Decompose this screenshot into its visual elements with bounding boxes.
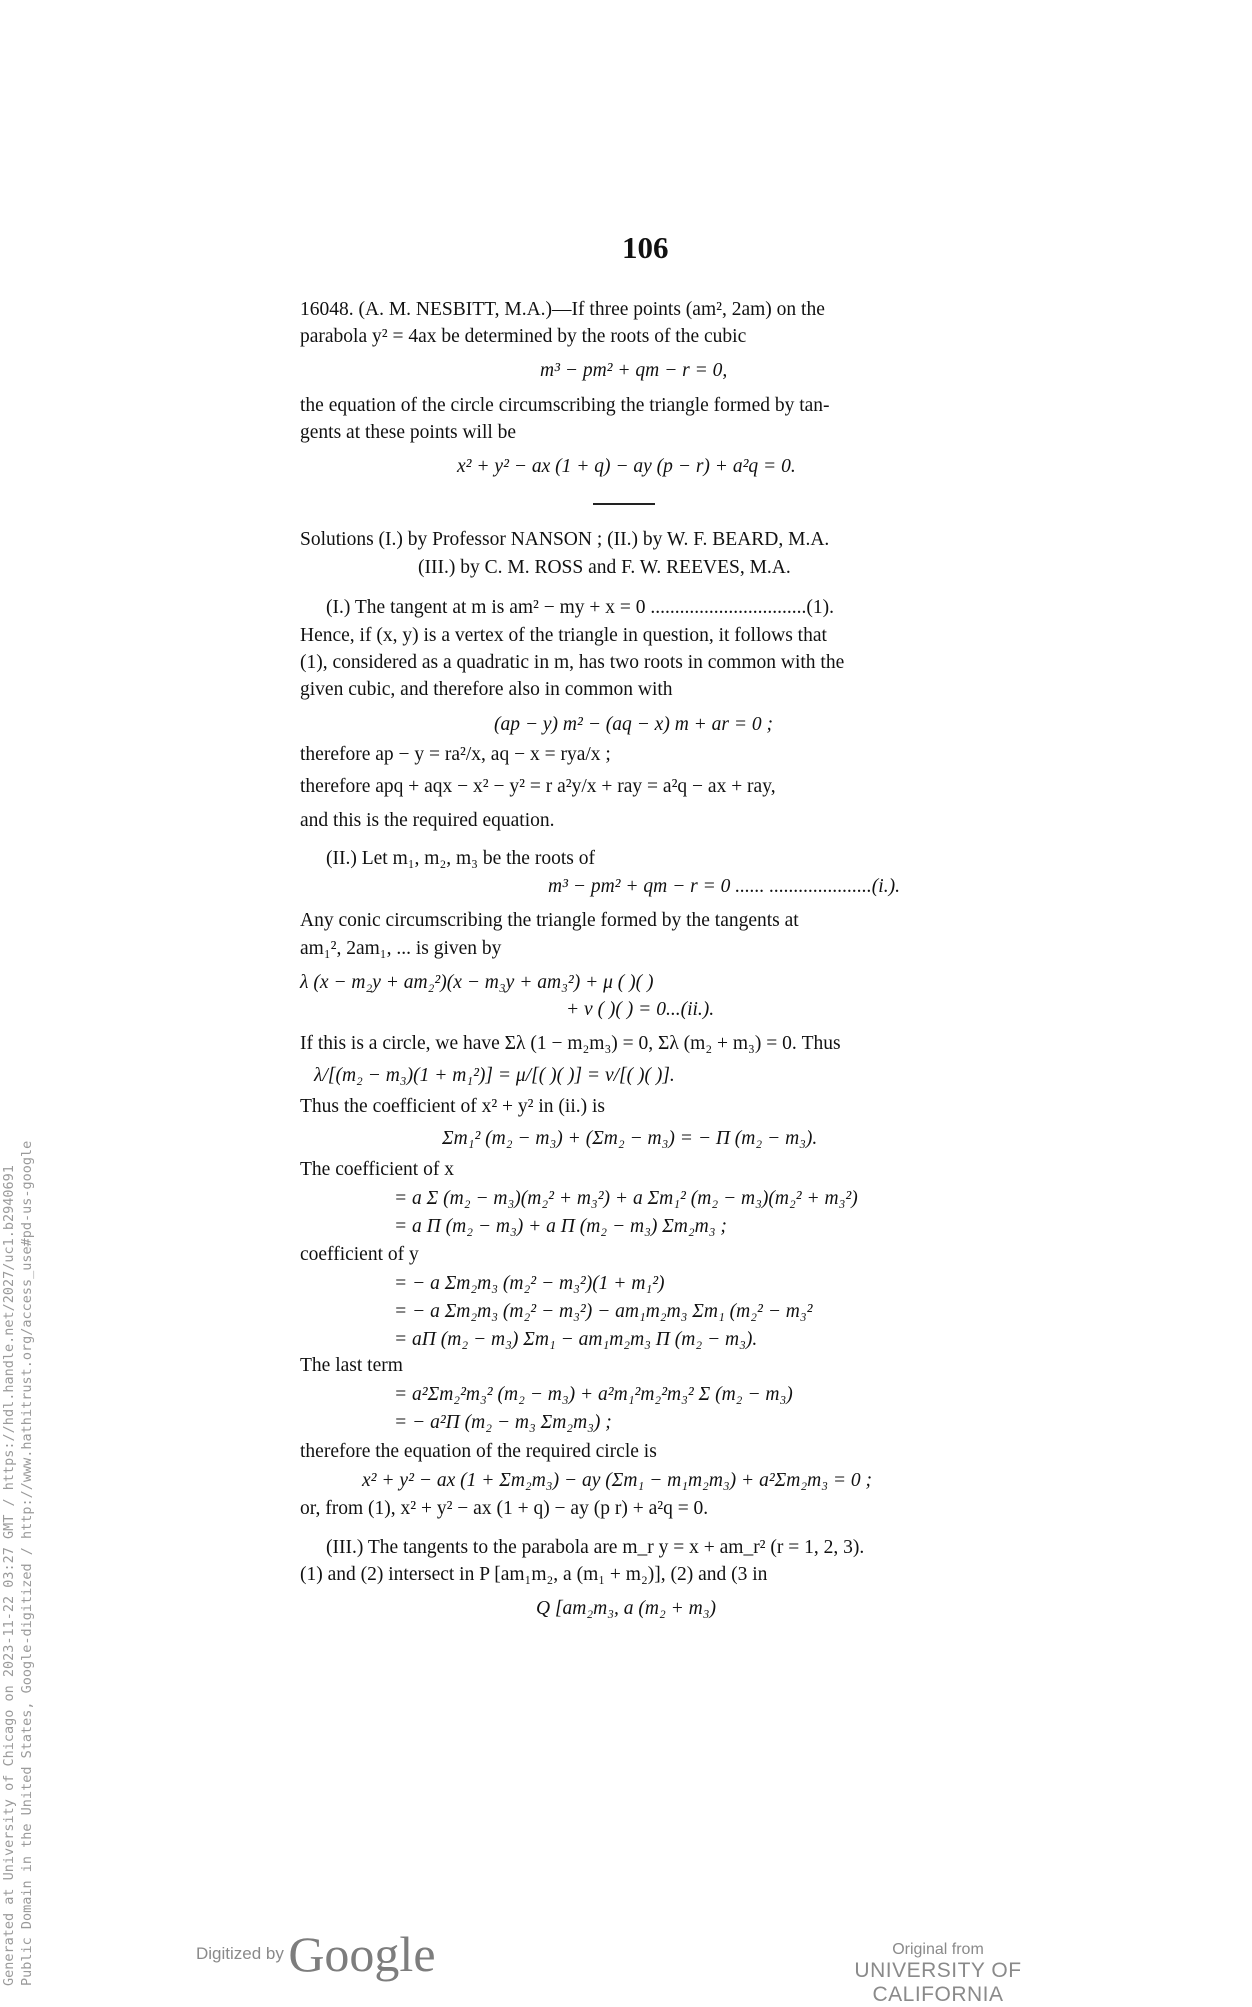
text-line: Thus the coefficient of x² + y² in (ii.) is xyxy=(300,1096,606,1117)
page-number: 106 xyxy=(622,230,669,265)
hathitrust-watermark xyxy=(0,986,36,1986)
text-line: (1), considered as a quadratic in m, has two roots in common with the xyxy=(300,652,845,673)
equation: = aΠ (m₂ − m₃) Σm₁ − am₁m₂m₃ Π (m₂ − m₃). xyxy=(394,1329,758,1350)
equation: λ (x − m₂y + am₂²)(x − m₃y + am₃²) + μ ( )( ) xyxy=(300,972,654,993)
solutions-credit: (III.) by C. M. ROSS and F. W. REEVES, M.A. xyxy=(418,557,791,578)
equation: + ν ( )( ) = 0...(ii.). xyxy=(566,999,715,1020)
text-line: Hence, if (x, y) is a vertex of the triangle in question, it follows that xyxy=(300,625,827,646)
text-line: given cubic, and therefore also in common with xyxy=(300,679,673,700)
equation: = − a Σm₂m₃ (m₂² − m₃²)(1 + m₁²) xyxy=(394,1273,665,1294)
digitized-by-label: Digitized by xyxy=(196,1944,284,1963)
equation: x² + y² − ax (1 + q) − ay (p − r) + a²q = 0. xyxy=(457,456,796,477)
text-line: If this is a circle, we have Σλ (1 − m₂m₃) = 0, Σλ (m₂ + m₃) = 0. Thus xyxy=(300,1033,841,1054)
equation: λ/[(m₂ − m₃)(1 + m₁²)] = μ/[( )( )] = ν/[( )( )]. xyxy=(314,1065,675,1086)
equation: x² + y² − ax (1 + Σm₂m₃) − ay (Σm₁ − m₁m₂m₃) + a²Σm₂m₃ = 0 ; xyxy=(362,1470,873,1491)
text-line: parabola y² = 4ax be determined by the roots of the cubic xyxy=(300,326,747,347)
text-line: The last term xyxy=(300,1355,403,1376)
equation: (ap − y) m² − (aq − x) m + ar = 0 ; xyxy=(494,714,774,735)
problem-header: 16048. (A. M. NESBITT, M.A.)—If three points (am², 2am) on the xyxy=(300,299,825,320)
text-line: (1) and (2) intersect in P [am₁m₂, a (m₁ + m₂)], (2) and (3 in xyxy=(300,1564,768,1585)
text-line: therefore ap − y = ra²/x, aq − x = rya/x ; xyxy=(300,744,611,765)
text-line: gents at these points will be xyxy=(300,422,517,443)
google-logo: Google xyxy=(288,1926,436,1982)
equation: Σm₁² (m₂ − m₃) + (Σm₂ − m₃) = − Π (m₂ − m₃). xyxy=(442,1128,818,1149)
equation: = − a Σm₂m₃ (m₂² − m₃²) − am₁m₂m₃ Σm₁ (m₂² − m₃² xyxy=(394,1301,813,1322)
text-line: Any conic circumscribing the triangle formed by the tangents at xyxy=(300,910,799,931)
text-line: (II.) Let m₁, m₂, m₃ be the roots of xyxy=(326,848,595,869)
equation: Q [am₂m₃, a (m₂ + m₃) xyxy=(536,1598,717,1619)
equation: m³ − pm² + qm − r = 0, xyxy=(540,360,728,381)
text-line: The coefficient of x xyxy=(300,1159,454,1180)
text-line: the equation of the circle circumscribing the triangle formed by tan- xyxy=(300,395,830,416)
equation: = a²Σm₂²m₃² (m₂ − m₃) + a²m₁²m₂²m₃² Σ (m₂ − m₃) xyxy=(394,1384,793,1405)
digitized-by-google xyxy=(196,1925,436,1983)
text-line: or, from (1), x² + y² − ax (1 + q) − ay (p r) + a²q = 0. xyxy=(300,1498,709,1519)
text-line: and this is the required equation. xyxy=(300,810,555,831)
text-line: (III.) The tangents to the parabola are m_r y = x + am_r² (r = 1, 2, 3). xyxy=(326,1537,865,1558)
text-line: am₁², 2am₁, ... is given by xyxy=(300,938,502,959)
text-line: (I.) The tangent at m is am² − my + x = 0 ................................(1). xyxy=(326,597,835,618)
equation: m³ − pm² + qm − r = 0 ...... .....................(i.). xyxy=(548,876,900,897)
equation: = a Σ (m₂ − m₃)(m₂² + m₃²) + a Σm₁² (m₂ − m₃)(m₂² + m₃²) xyxy=(394,1188,858,1209)
text-line: therefore the equation of the required circle is xyxy=(300,1441,657,1462)
text-line: coefficient of y xyxy=(300,1244,419,1265)
university-name: UNIVERSITY OF CALIFORNIA xyxy=(854,1959,1022,2006)
original-from-label: Original from xyxy=(892,1941,984,1958)
watermark-line: Generated at University of Chicago on 2023-11-22 03:27 GMT / https://hdl.handle.net/2027/uc1.b2940691 xyxy=(1,1165,17,1986)
equation: = − a²Π (m₂ − m₃ Σm₂m₃) ; xyxy=(394,1412,612,1433)
equation: = a Π (m₂ − m₃) + a Π (m₂ − m₃) Σm₂m₃ ; xyxy=(394,1216,727,1237)
section-divider xyxy=(593,503,655,505)
original-from xyxy=(798,1941,1078,2007)
watermark-line: Public Domain in the United States, Google-digitized / http://www.hathitrust.org/access_use#pd-us-google xyxy=(19,1140,35,1986)
text-line: therefore apq + aqx − x² − y² = r a²y/x + ray = a²q − ax + ray, xyxy=(300,776,776,797)
solutions-credit: Solutions (I.) by Professor NANSON ; (II.) by W. F. BEARD, M.A. xyxy=(300,529,830,550)
